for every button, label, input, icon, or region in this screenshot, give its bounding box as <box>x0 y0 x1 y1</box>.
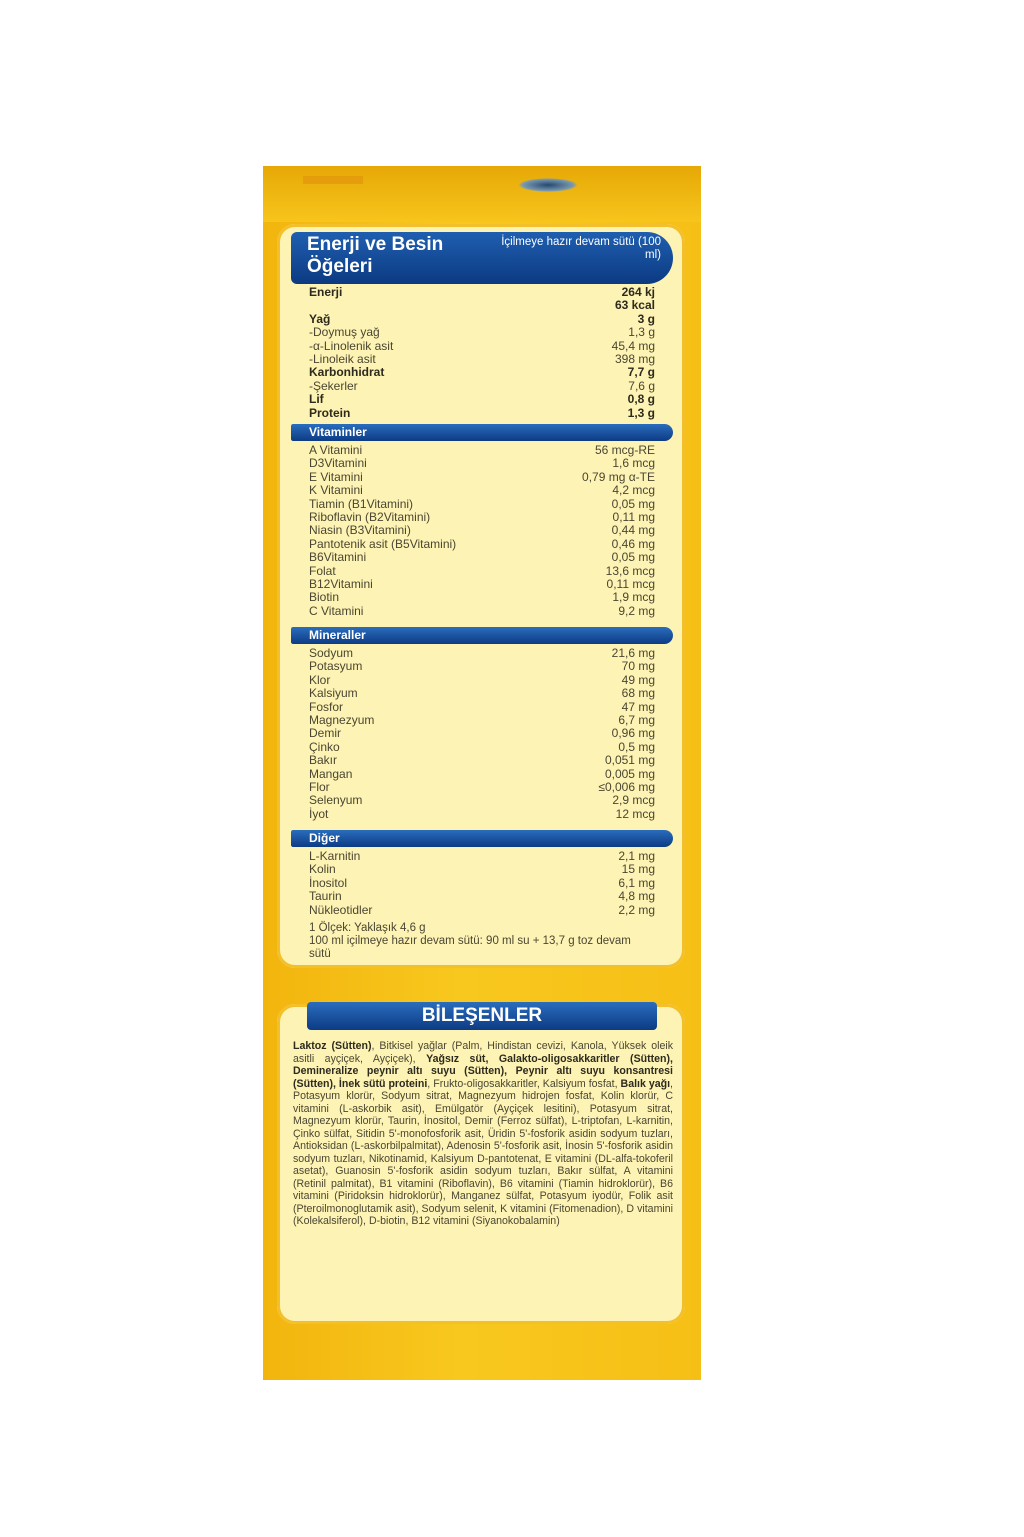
minerals-row <box>309 754 655 767</box>
minerals-header: Mineraller <box>291 627 673 644</box>
nutrient-value: 13,6 mcg <box>605 563 655 578</box>
other-header: Diğer <box>291 830 673 847</box>
ingredient-allergen: Laktoz (Sütten) <box>293 1040 372 1052</box>
nutrient-name: E Vitamini <box>309 469 363 484</box>
nutrition-header <box>291 232 673 284</box>
main-row <box>309 286 655 299</box>
minerals-row <box>309 674 655 687</box>
nutrient-value: 70 mg <box>621 659 655 674</box>
nutrient-value: 0,051 mg <box>604 753 655 768</box>
ingredient-allergen: Yağsız süt, Galakto-oligosakkaritler (Sütten), Demineralize peynir altı suyu (Sütten), Peynir altı suyu konsantresi (Sütten), İnek sütü proteini <box>293 1052 673 1090</box>
other-row <box>309 890 655 903</box>
other-row <box>309 850 655 863</box>
vitamins-list <box>309 444 655 618</box>
nutrient-name: C Vitamini <box>309 603 364 618</box>
nutrient-value: 0,8 g <box>627 392 655 407</box>
vitamins-row <box>309 457 655 470</box>
vitamins-row <box>309 498 655 511</box>
brand-strip <box>303 176 363 184</box>
nutrient-value: 0,46 mg <box>611 536 655 551</box>
nutrient-name: Lif <box>309 392 324 407</box>
nutrient-value: 9,2 mg <box>618 603 655 618</box>
vitamins-row <box>309 591 655 604</box>
nutrient-name: L-Karnitin <box>309 849 361 863</box>
ingredients-text <box>293 1040 673 1228</box>
nutrient-name: İnositol <box>309 875 348 890</box>
nutrient-name: Klor <box>309 672 331 687</box>
main-row <box>309 353 655 366</box>
nutrient-value: 0,005 mg <box>604 766 655 781</box>
nutrient-name: B6Vitamini <box>309 550 367 565</box>
nutrient-value: 1,6 mcg <box>612 456 655 471</box>
nutrient-name: -Şekerler <box>309 378 358 393</box>
minerals-row <box>309 808 655 821</box>
nutrient-name: B12Vitamini <box>309 577 373 592</box>
nutrient-name: A Vitamini <box>309 443 363 457</box>
nutrient-name: Folat <box>309 563 336 578</box>
nutrient-value: 1,3 g <box>628 325 655 340</box>
nutrient-value: 2,2 mg <box>618 902 655 917</box>
nutrient-value: 0,5 mg <box>618 739 655 754</box>
nutrient-name: Yağ <box>309 311 331 326</box>
nutrient-value: 7,7 g <box>627 365 655 380</box>
vitamins-row <box>309 551 655 564</box>
nutrient-value: 3 g <box>637 311 655 326</box>
nutrient-value: 1,3 g <box>627 405 655 420</box>
nutrient-value: 0,79 mg α-TE <box>582 469 655 484</box>
nutrient-value: 0,96 mg <box>611 726 655 741</box>
other-list <box>309 850 655 917</box>
nutrient-name: Riboflavin (B2Vitamini) <box>309 510 431 525</box>
nutrient-name: Potasyum <box>309 659 363 674</box>
vitamins-row <box>309 484 655 497</box>
vitamins-header: Vitaminler <box>291 424 673 441</box>
vitamins-row <box>309 524 655 537</box>
nutrient-name: D3Vitamini <box>309 456 367 471</box>
brand-emblem <box>518 178 578 192</box>
main-row <box>309 340 655 353</box>
nutrient-name: -α-Linolenik asit <box>309 338 394 353</box>
nutrient-value: 0,11 mg <box>612 510 655 525</box>
nutrient-name: Demir <box>309 726 341 741</box>
other-row <box>309 904 655 917</box>
minerals-row <box>309 768 655 781</box>
nutrient-name: Magnezyum <box>309 713 375 728</box>
nutrient-value: 7,6 g <box>628 378 655 393</box>
nutrient-value: 2,9 mcg <box>612 793 655 808</box>
minerals-row <box>309 687 655 700</box>
nutrition-panel <box>277 224 685 968</box>
nutrient-value: 0,05 mg <box>611 496 655 511</box>
nutrient-value: 0,05 mg <box>611 550 655 565</box>
nutrient-value: 4,8 mg <box>618 889 655 904</box>
nutrient-value: 2,1 mg <box>618 849 655 863</box>
minerals-row <box>309 660 655 673</box>
minerals-row <box>309 781 655 794</box>
other-row <box>309 877 655 890</box>
nutrient-name: Çinko <box>309 739 340 754</box>
vitamins-row <box>309 444 655 457</box>
nutrient-name: -Doymuş yağ <box>309 325 380 340</box>
nutrient-value: 21,6 mg <box>611 646 655 660</box>
minerals-list <box>309 647 655 821</box>
nutrient-name: Pantotenik asit (B5Vitamini) <box>309 536 457 551</box>
nutrient-name: Sodyum <box>309 646 354 660</box>
nutrient-value: 15 mg <box>621 862 655 877</box>
main-row <box>309 407 655 420</box>
nutrient-value: 49 mg <box>621 672 655 687</box>
nutrient-value: 63 kcal <box>614 298 655 313</box>
nutrient-name: Kalsiyum <box>309 686 358 701</box>
vitamins-row <box>309 605 655 618</box>
vitamins-row <box>309 565 655 578</box>
nutrient-name: Enerji <box>309 285 343 299</box>
main-row <box>309 366 655 379</box>
nutrient-value: 264 kj <box>621 285 655 299</box>
nutrient-name: Taurin <box>309 889 342 904</box>
main-row <box>309 393 655 406</box>
nutrient-value: 68 mg <box>621 686 655 701</box>
nutrient-value: 0,11 mcg <box>606 577 655 592</box>
ingredient-text-segment: , Bitkisel yağlar (Palm, Hindistan cevizi, Kanola, Yüksek oleik asitli ayçiçek, Ayçiçek), <box>293 1040 673 1065</box>
nutrient-name: Mangan <box>309 766 353 781</box>
nutrient-name: Selenyum <box>309 793 363 808</box>
ingredient-allergen: Balık yağı <box>620 1077 671 1090</box>
minerals-row <box>309 794 655 807</box>
minerals-row <box>309 714 655 727</box>
nutrient-name: Karbonhidrat <box>309 365 385 380</box>
nutrient-value: 4,2 mcg <box>612 483 655 498</box>
nutrient-value: 12 mcg <box>615 806 655 821</box>
ingredients-title: BİLEŞENLER <box>307 1002 657 1030</box>
main-row <box>309 313 655 326</box>
product-box-side <box>263 166 701 1380</box>
box-top-flap <box>263 166 701 222</box>
other-row <box>309 863 655 876</box>
main-nutrients <box>309 286 655 420</box>
nutrient-name: İyot <box>309 806 329 821</box>
nutrient-name: Tiamin (B1Vitamini) <box>309 496 414 511</box>
nutrient-name: Kolin <box>309 862 336 877</box>
vitamins-row <box>309 578 655 591</box>
footnote-preparation: 100 ml içilmeye hazır devam sütü: 90 ml su + 13,7 g toz devam sütü <box>309 935 631 960</box>
nutrient-value: 45,4 mg <box>611 338 655 353</box>
nutrient-value: 1,9 mcg <box>612 590 655 605</box>
nutrient-value: 47 mg <box>621 699 655 714</box>
minerals-row <box>309 741 655 754</box>
main-row <box>309 326 655 339</box>
minerals-row <box>309 701 655 714</box>
nutrient-value: 6,7 mg <box>618 713 655 728</box>
minerals-row <box>309 647 655 660</box>
vitamins-row <box>309 511 655 524</box>
per-serving-label: İçilmeye hazır devam sütü (100 ml) <box>501 236 661 261</box>
nutrient-name: Biotin <box>309 590 340 605</box>
ingredient-text-segment: , Frukto-oligosakkaritler, Kalsiyum fosfat, <box>427 1077 621 1090</box>
nutrient-name: K Vitamini <box>309 483 363 498</box>
nutrient-value: 0,44 mg <box>611 523 655 538</box>
footnote <box>309 922 655 961</box>
minerals-row <box>309 727 655 740</box>
ingredients-panel <box>277 1004 685 1324</box>
ingredient-text-segment: , Potasyum klorür, Sodyum sitrat, Magnezyum hidrojen fosfat, Kolin klorür, C vitamini (L-askorbik asit), Emülgatör (Ayçiçek lesitini), Potasyum sitrat, Magnezyum klorür, Taurin, İnositol, Demir (Ferroz sülfat), L-triptofan, L-karnitin, Çinko sülfat, Sitidin 5'-monofosforik asit, Üridin 5'-fosforik asidin sodyum tuzları, Antioksidan (L-askorbilpalmitat), Adenosin 5'-fosforik asit, İnosin 5'-fosforik asidin sodyum tuzları, Nikotinamid, Kalsiyum D-pantotenat, E vitamini (DL-alfa-tokoferil asetat), Guanosin 5'-fosforik asidin sodyum tuzları, Bakır sülfat, A vitamini (Retinil palmitat), B1 vitamini (Riboflavin), B6 vitamini (Tiamin hidroklorür), B6 vitamini (Piridoksin hidroklorür), Manganez sülfat, Potasyum iyodür, Folik asit (Pteroilmonoglutamik asit), Sodyum selenit, K vitamini (Fitomenadion), D vitamini (Kolekalsiferol), D-biotin, B12 vitamini (Siyanokobalamin) <box>293 1077 673 1227</box>
nutrient-name: Niasin (B3Vitamini) <box>309 523 411 538</box>
footnote-scoop: 1 Ölçek: Yaklaşık 4,6 g <box>309 922 426 934</box>
nutrient-name: Protein <box>309 405 351 420</box>
main-row <box>309 380 655 393</box>
nutrient-value: ≤0,006 mg <box>598 780 655 795</box>
nutrient-value: 398 mg <box>614 352 655 367</box>
nutrient-name: Flor <box>309 780 330 795</box>
nutrient-name: Bakır <box>309 753 338 768</box>
nutrition-title: Enerji ve Besin Öğeleri <box>307 234 444 277</box>
vitamins-row <box>309 471 655 484</box>
nutrient-name: Nükleotidler <box>309 902 373 917</box>
nutrient-value: 6,1 mg <box>618 875 655 890</box>
main-row <box>309 299 655 312</box>
nutrient-name: Fosfor <box>309 699 344 714</box>
nutrient-name: -Linoleik asit <box>309 352 376 367</box>
nutrient-value: 56 mcg-RE <box>594 443 655 457</box>
vitamins-row <box>309 538 655 551</box>
